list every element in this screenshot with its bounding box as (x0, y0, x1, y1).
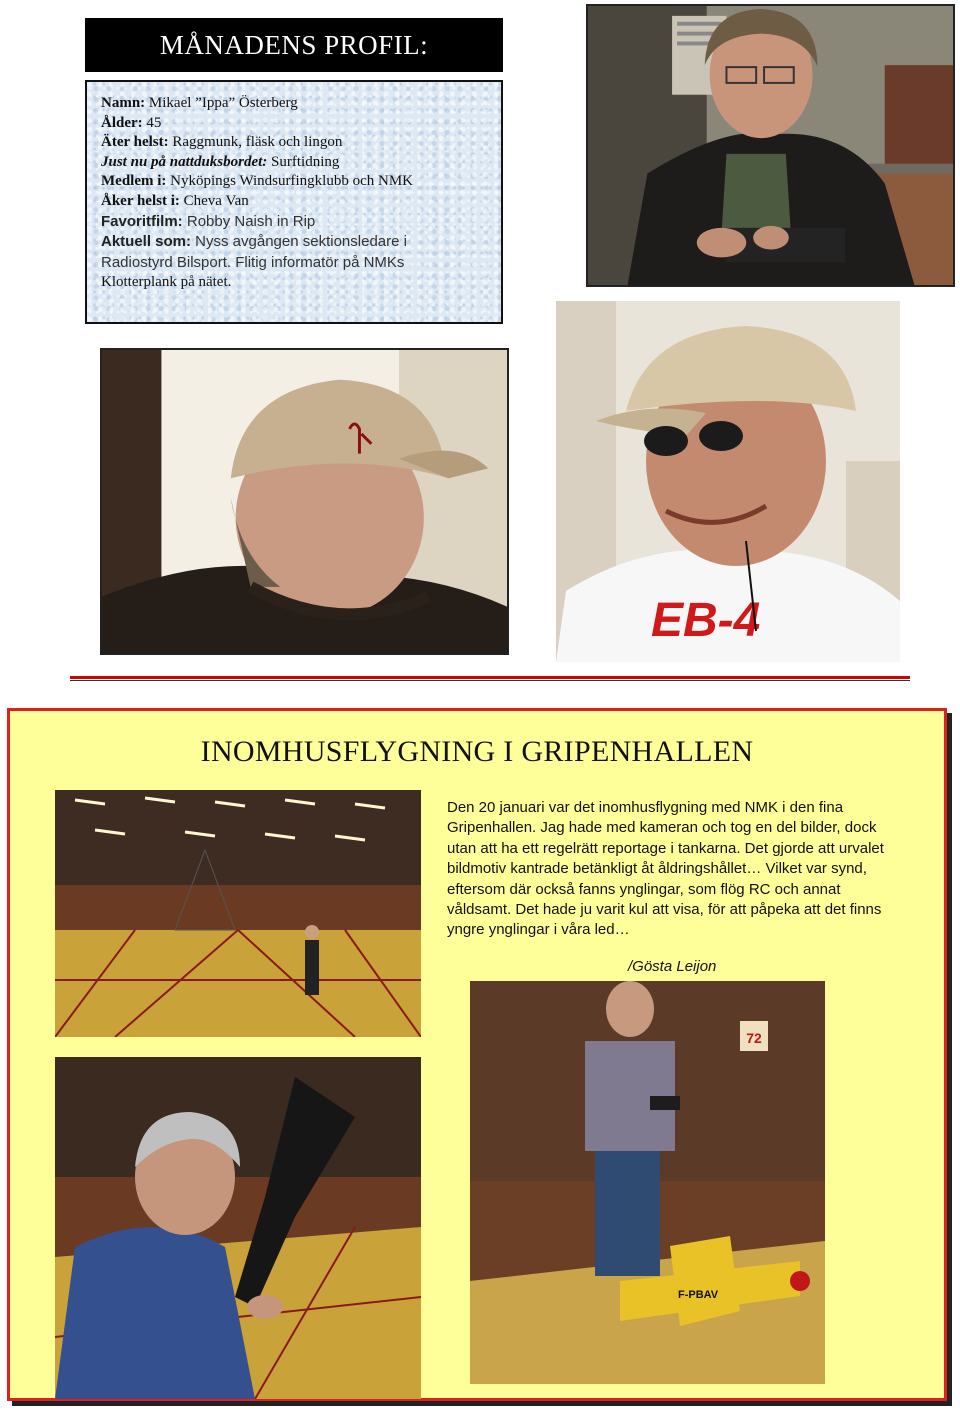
section-divider (70, 676, 910, 679)
photo-man-with-controller (586, 4, 955, 287)
profile-field-age: Ålder: 45 (101, 114, 162, 131)
article-line: eftersom där också fanns ynglingar, som flög RC och annat (447, 880, 841, 898)
article-body (447, 798, 917, 941)
profile-field-name: Namn: Mikael ”Ippa” Österberg (101, 95, 298, 111)
article-title: INOMHUSFLYGNING I GRIPENHALLEN (200, 735, 754, 768)
profile-info-box (85, 80, 503, 324)
profile-field-member: Medlem i: Nyköpings Windsurfingklubb och NMK (101, 173, 414, 190)
profile-heading: MÅNADENS PROFIL: (85, 18, 503, 72)
shirt-print: EB-4 (651, 594, 761, 647)
profile-field-film: Favoritfilm: Robby Naish in Rip (101, 212, 316, 230)
article-box (7, 708, 947, 1401)
photo-man-with-cap (100, 348, 509, 655)
photo-gym-hall (55, 790, 421, 1037)
profile-field-car: Åker helst i: Cheva Van (101, 192, 249, 209)
profile-field-food: Äter helst: Raggmunk, fläsk och lingon (101, 134, 343, 151)
article-line: utan att ha ett regelrätt reportage i tankarna. Det gjorde att urvalet (447, 839, 884, 857)
article-signature: /Gösta Leijon (628, 958, 717, 975)
profile-extra-line: Radiostyrd Bilsport. Flitig informatör på NMKs (101, 253, 405, 271)
plane-registration: F-PBAV (678, 1289, 719, 1301)
profile-extra-line: Klotterplank på nätet. (101, 274, 232, 291)
photo-man-with-sunglasses (556, 301, 900, 662)
section-divider-shadow (70, 680, 910, 681)
profile-field-current: Aktuell som: Nyss avgången sektionsledare i (101, 233, 407, 251)
photo-man-with-rc-plane (470, 981, 825, 1384)
article-line: Den 20 januari var det inomhusflygning med NMK i den fina (447, 799, 844, 816)
article-line: våldsamt. Det hade ju varit kul att visa, för att påpeka att det finns (447, 901, 882, 919)
profile-field-reading: Just nu på nattduksbordet: Surftidning (101, 153, 340, 170)
photo-man-with-wing (55, 1057, 421, 1399)
article-line: bildmotiv kantrade betänkligt åt åldringshållet… Vilket var synd, (447, 860, 867, 878)
article-line: Gripenhallen. Jag hade med kameran och tog en del bilder, dock (447, 819, 877, 837)
hall-sign-number: 72 (746, 1030, 762, 1046)
article-line: yngre ynglingar i våra led… (447, 921, 630, 939)
